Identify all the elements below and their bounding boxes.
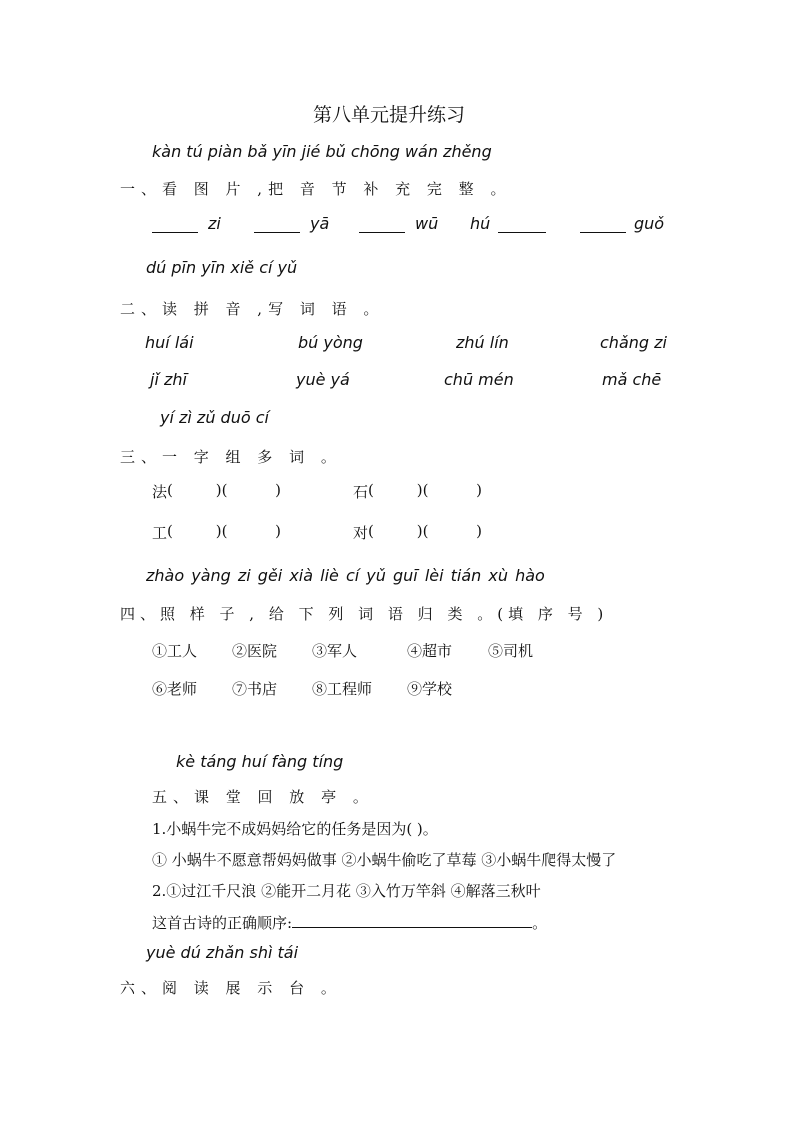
page-title: 第八单元提升练习 (313, 104, 466, 126)
syllable-item: guǒ (634, 214, 665, 233)
section6-heading: 六、阅 读 展 示 台 。 (120, 979, 342, 997)
pinyin-word: huí lái (145, 333, 194, 352)
syllable-item: wū (415, 214, 439, 233)
section2-pinyin: dú pīn yīn xiě cí yǔ (146, 258, 298, 277)
pinyin-word: zhú lín (456, 333, 509, 352)
paren-blanks[interactable]: ( )( ) (368, 522, 483, 540)
word-option: ①工人 (152, 642, 198, 660)
pinyin-word: yuè yá (296, 370, 350, 389)
section3-pinyin: yí zì zǔ duō cí (160, 408, 269, 427)
word-option: ⑥老师 (152, 680, 198, 698)
pinyin-word: chǎng zi (600, 333, 667, 352)
question-2: 2.①过江千尺浪 ②能开二月花 ③入竹万竿斜 ④解落三秋叶 (152, 882, 541, 900)
section2-heading: 二、读 拼 音 ,写 词 语 。 (120, 300, 385, 318)
group-char: 法 (152, 483, 168, 501)
section5-heading: 五、课 堂 回 放 亭 。 (152, 788, 374, 806)
paren-blanks[interactable]: ( )( ) (167, 481, 282, 499)
pinyin-word: bú yòng (298, 333, 363, 352)
syllable-item: yā (310, 214, 330, 233)
word-option: ③军人 (312, 642, 358, 660)
section6-pinyin: yuè dú zhǎn shì tái (146, 943, 299, 962)
syllable-item: zi (208, 214, 221, 233)
answer-suffix: 。 (532, 914, 548, 932)
section4-pinyin: zhào yàng zi gěi xià liè cí yǔ guī lèi tián xù hào (146, 566, 545, 585)
section4-heading: 四、照 样 子 , 给 下 列 词 语 归 类 。(填 序 号 ) (120, 605, 609, 623)
group-char: 工 (152, 524, 168, 542)
pinyin-word: chū mén (444, 370, 514, 389)
section1-pinyin: kàn tú piàn bǎ yīn jié bǔ chōng wán zhěng (152, 142, 492, 161)
blank-line[interactable] (359, 231, 405, 233)
word-option: ⑦书店 (232, 680, 278, 698)
answer-prefix: 这首古诗的正确顺序: (152, 914, 293, 932)
word-option: ④超市 (407, 642, 453, 660)
blank-line[interactable] (580, 231, 626, 233)
syllable-item: hú (470, 214, 491, 233)
paren-blanks[interactable]: ( )( ) (167, 522, 282, 540)
section3-heading: 三、一 字 组 多 词 。 (120, 448, 342, 466)
word-option: ②医院 (232, 642, 278, 660)
blank-line[interactable] (498, 231, 546, 233)
paren-blanks[interactable]: ( )( ) (368, 481, 483, 499)
question-1-options: ① 小蜗牛不愿意帮妈妈做事 ②小蜗牛偷吃了草莓 ③小蜗牛爬得太慢了 (152, 851, 617, 869)
group-char: 石 (353, 483, 369, 501)
pinyin-word: mǎ chē (602, 370, 662, 389)
word-option: ⑤司机 (488, 642, 534, 660)
section1-heading: 一、看 图 片 ,把 音 节 补 充 完 整 。 (120, 180, 512, 198)
section5-pinyin: kè táng huí fàng tíng (176, 752, 344, 771)
blank-line[interactable] (254, 231, 300, 233)
pinyin-word: jǐ zhī (150, 370, 187, 389)
blank-line[interactable] (152, 231, 198, 233)
word-option: ⑨学校 (407, 680, 453, 698)
question-2-answer (152, 912, 547, 933)
question-1: 1.小蜗牛完不成妈妈给它的任务是因为( )。 (152, 820, 438, 838)
answer-line[interactable] (292, 913, 532, 928)
group-char: 对 (353, 524, 369, 542)
word-option: ⑧工程师 (312, 680, 373, 698)
